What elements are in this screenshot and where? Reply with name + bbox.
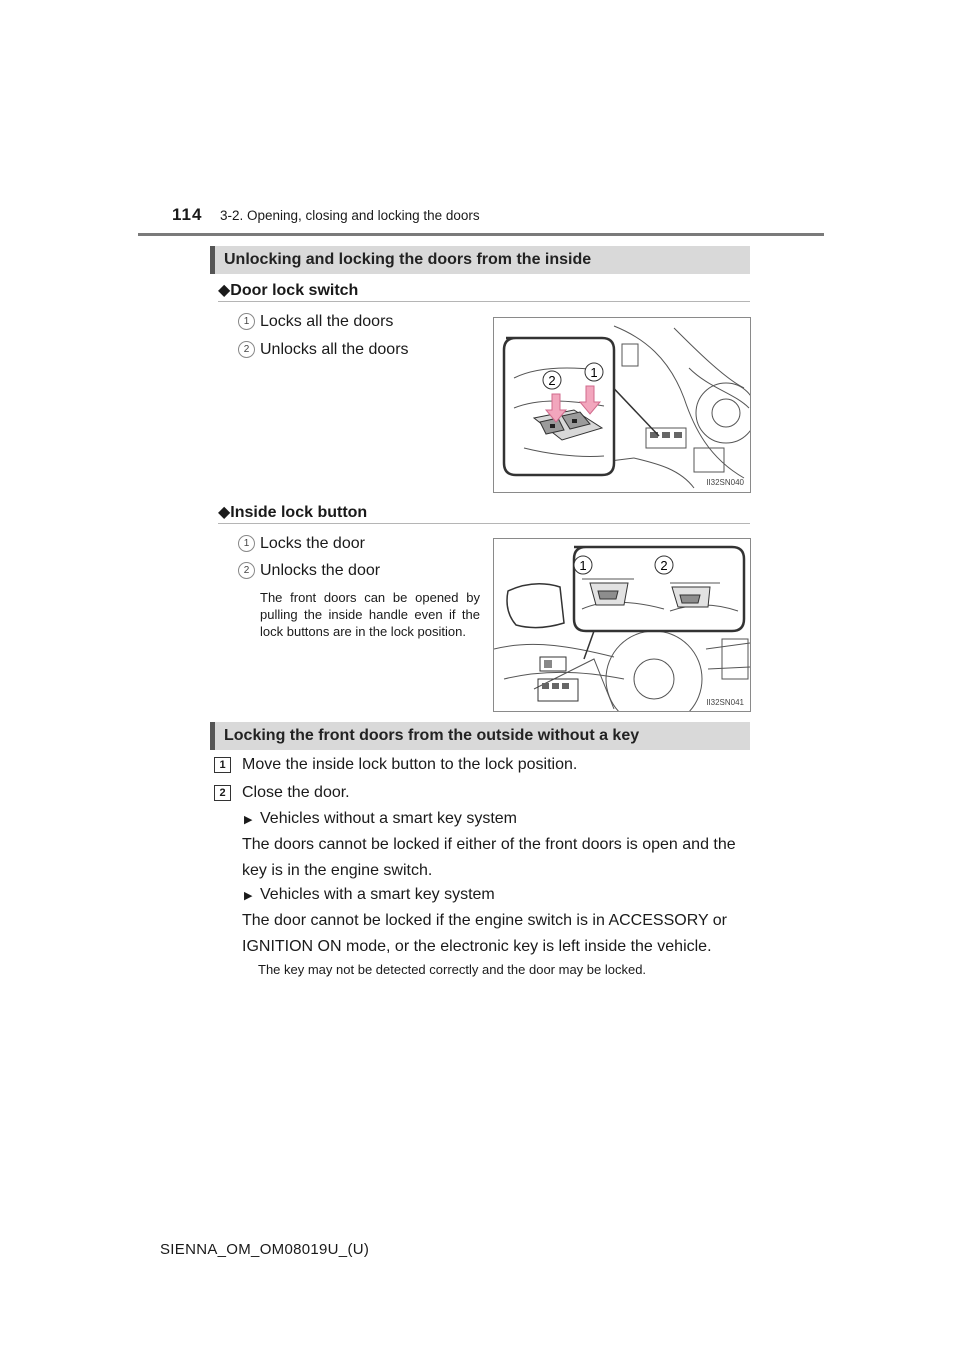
- condition-label: Vehicles without a smart key system: [260, 810, 517, 827]
- section-bar-outside: [210, 722, 750, 750]
- figure-code: II32SN040: [706, 478, 744, 487]
- step-text: Unlocks all the doors: [260, 341, 409, 358]
- sub-rule: [218, 523, 750, 524]
- step-text: Locks all the doors: [260, 313, 394, 330]
- step-number-box: 1: [214, 757, 231, 773]
- figure-code: II32SN041: [706, 698, 744, 707]
- step-number-circle: 2: [238, 341, 255, 358]
- door-lock-switch-illustration: [493, 317, 751, 493]
- door-lock-switch-heading: ◆Door lock switch: [218, 282, 359, 299]
- body-paragraph: The doors cannot be locked if either of the front doors is open and the key is in the engine switch.: [242, 836, 736, 879]
- step-number-circle: 1: [238, 313, 255, 330]
- door-lock-switch-drawing: [494, 318, 750, 492]
- step-number-circle: 1: [238, 535, 255, 552]
- callout-number: 2: [660, 558, 668, 573]
- arrow-bullet-icon: ▶: [244, 814, 253, 826]
- body-paragraph: The door cannot be locked if the engine switch is in ACCESSORY or IGNITION ON mode, or the electronic key is left inside the vehicle.: [242, 912, 728, 955]
- sub-rule: [218, 301, 750, 302]
- callout-number: 1: [579, 558, 587, 573]
- step-text: Unlocks the door: [260, 562, 381, 579]
- step-text: Close the door.: [242, 784, 350, 801]
- section-bar-inside: [210, 246, 750, 274]
- step-text: Move the inside lock button to the lock position.: [242, 756, 578, 773]
- arrow-bullet-icon: ▶: [244, 890, 253, 902]
- section-bar-title: Locking the front doors from the outside without a key: [224, 727, 640, 744]
- section-title: 3-2. Opening, closing and locking the doors: [220, 208, 480, 223]
- page-number: 114: [172, 205, 203, 224]
- section-bar-title: Unlocking and locking the doors from the inside: [224, 251, 592, 268]
- condition-label: Vehicles with a smart key system: [260, 886, 495, 903]
- inside-lock-button-heading: ◆Inside lock button: [218, 504, 368, 521]
- note-text: The front doors can be opened by pulling the inside handle even if the lock buttons are in the lock position.: [260, 590, 480, 639]
- note-text: The key may not be detected correctly and the door may be locked.: [258, 962, 647, 977]
- step-text: Locks the door: [260, 535, 365, 552]
- footer-document-id: SIENNA_OM_OM08019U_(U): [160, 1241, 370, 1258]
- callout-number: 1: [590, 365, 598, 380]
- step-number-box: 2: [214, 785, 231, 801]
- inside-lock-button-drawing: [494, 539, 750, 711]
- step-number-circle: 2: [238, 562, 255, 579]
- header-rule: [138, 233, 824, 236]
- callout-number: 2: [548, 373, 556, 388]
- inside-lock-button-illustration: [493, 538, 751, 712]
